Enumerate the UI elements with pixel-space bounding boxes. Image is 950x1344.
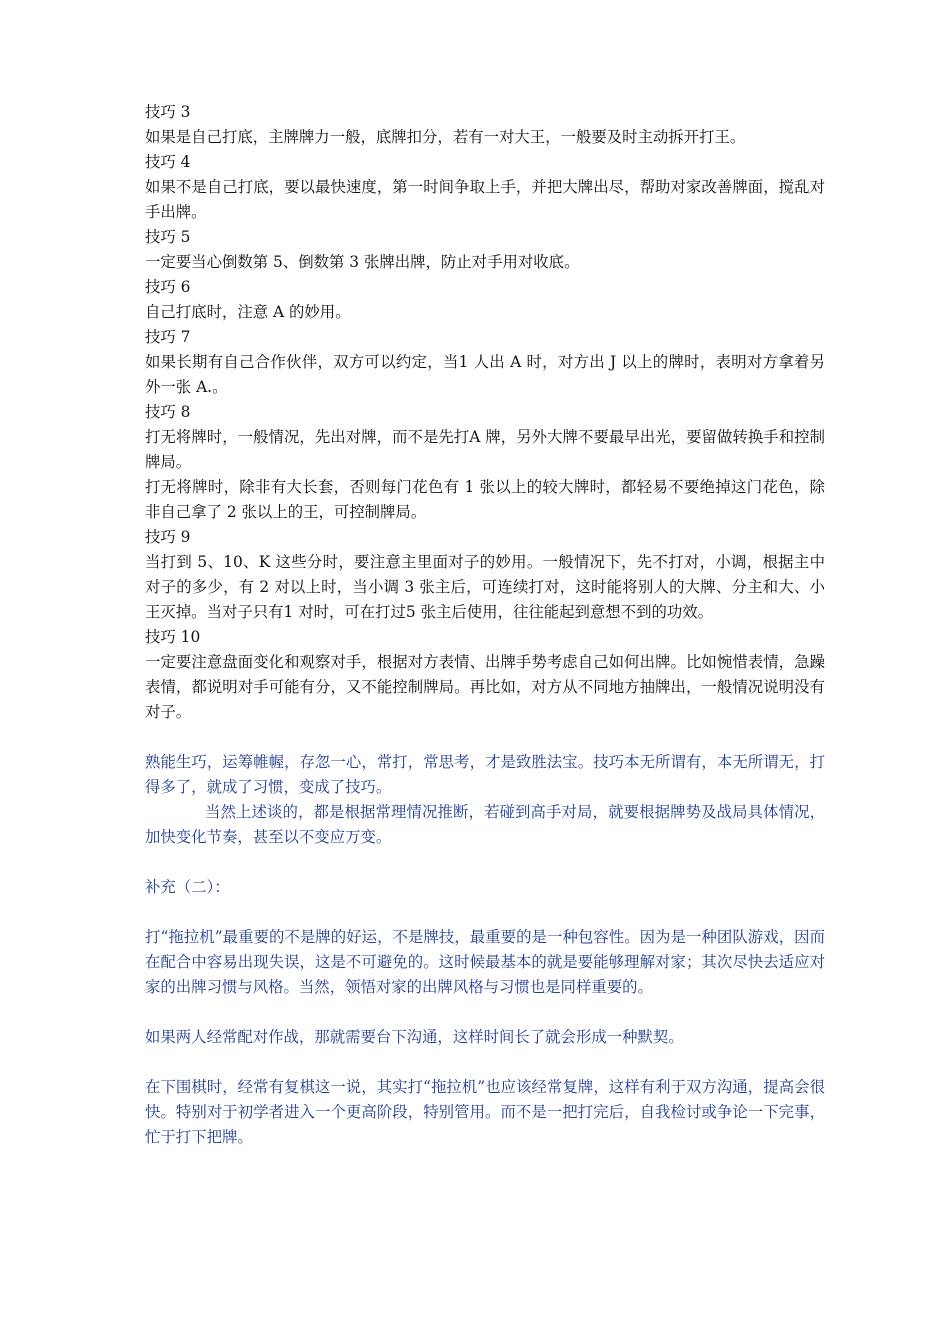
tip-5 (145, 225, 825, 275)
tip-text: 如果不是自己打底，要以最快速度，第一时间争取上手，并把大牌出尽，帮助对家改善牌面，搅乱对手出牌。 (145, 178, 825, 221)
tip-text: 如果长期有自己合作伙伴，双方可以约定，当1 人出 A 时，对方出 J 以上的牌时，表明对方拿着另外一张 A.。 (145, 353, 825, 396)
document-page (145, 100, 825, 1150)
tip-3 (145, 100, 825, 150)
tip-text: 自己打底时，注意 A 的妙用。 (145, 303, 351, 321)
tip-text: 一定要注意盘面变化和观察对手，根据对方表情、出牌手势考虑自己如何出牌。比如惋惜表情，急躁表情，都说明对手可能有分，又不能控制牌局。再比如，对方从不同地方抽牌出，一般情况说明没有对子。 (145, 653, 825, 721)
tip-10 (145, 625, 825, 725)
summary-paragraph: 熟能生巧，运筹帷幄，存忽一心，常打，常思考，才是致胜法宝。技巧本无所谓有，本无所谓无，打得多了，就成了习惯，变成了技巧。 (145, 753, 825, 796)
summary-paragraph-indented: 当然上述谈的，都是根据常理情况推断，若碰到高手对局，就要根据牌势及战局具体情况，加快变化节奏，甚至以不变应万变。 (145, 803, 825, 846)
tip-heading: 技巧 4 (145, 153, 191, 171)
tip-4 (145, 150, 825, 225)
tip-text: 如果是自己打底，主牌牌力一般，底牌扣分，若有一对大王，一般要及时主动拆开打王。 (145, 128, 746, 146)
tip-text: 一定要当心倒数第 5、倒数第 3 张牌出牌，防止对手用对收底。 (145, 253, 580, 271)
tip-heading: 技巧 10 (145, 628, 201, 646)
tip-9 (145, 525, 825, 625)
tip-8 (145, 400, 825, 525)
summary-section (145, 750, 825, 850)
tip-heading: 技巧 5 (145, 228, 191, 246)
tip-7 (145, 325, 825, 400)
spacer (145, 850, 825, 875)
supplement-section (145, 875, 825, 1150)
tip-heading: 技巧 9 (145, 528, 191, 546)
supplement-paragraph: 如果两人经常配对作战，那就需要台下沟通，这样时间长了就会形成一种默契。 (145, 1028, 684, 1046)
tip-heading: 技巧 3 (145, 103, 191, 121)
tip-heading: 技巧 7 (145, 328, 191, 346)
tip-heading: 技巧 6 (145, 278, 191, 296)
spacer (145, 725, 825, 750)
supplement-paragraph: 打“拖拉机”最重要的不是牌的好运，不是牌技，最重要的是一种包容性。因为是一种团队游戏，因而在配合中容易出现失误，这是不可避免的。这时候最基本的就是要能够理解对家；其次尽快去适应对家的出牌习惯与风格。当然，领悟对家的出牌风格与习惯也是同样重要的。 (145, 928, 825, 996)
spacer (145, 1000, 825, 1025)
spacer (145, 1050, 825, 1075)
tip-text: 当打到 5、10、K 这些分时，要注意主里面对子的妙用。一般情况下，先不打对，小调，根据主中对子的多少，有 2 对以上时，当小调 3 张主后，可连续打对，这时能将别人的大牌、分主和大、小王灭掉。当对子只有1 对时，可在打过5 张主后使用，往往能起到意想不到的功效。 (145, 553, 825, 621)
tip-text: 打无将牌时，一般情况，先出对牌，而不是先打A 牌，另外大牌不要最早出光，要留做转换手和控制牌局。 (145, 428, 825, 471)
tip-heading: 技巧 8 (145, 403, 191, 421)
supplement-heading: 补充（二）： (145, 878, 230, 896)
tip-6 (145, 275, 825, 325)
tip-text: 打无将牌时，除非有大长套，否则每门花色有 1 张以上的较大牌时，都轻易不要绝掉这门花色，除非自己拿了 2 张以上的王，可控制牌局。 (145, 478, 825, 521)
supplement-paragraph: 在下围棋时，经常有复棋这一说，其实打“拖拉机”也应该经常复牌，这样有利于双方沟通，提高会很快。特别对于初学者进入一个更高阶段，特别管用。而不是一把打完后，自我检讨或争论一下完事，忙于打下把牌。 (145, 1078, 825, 1146)
spacer (145, 900, 825, 925)
